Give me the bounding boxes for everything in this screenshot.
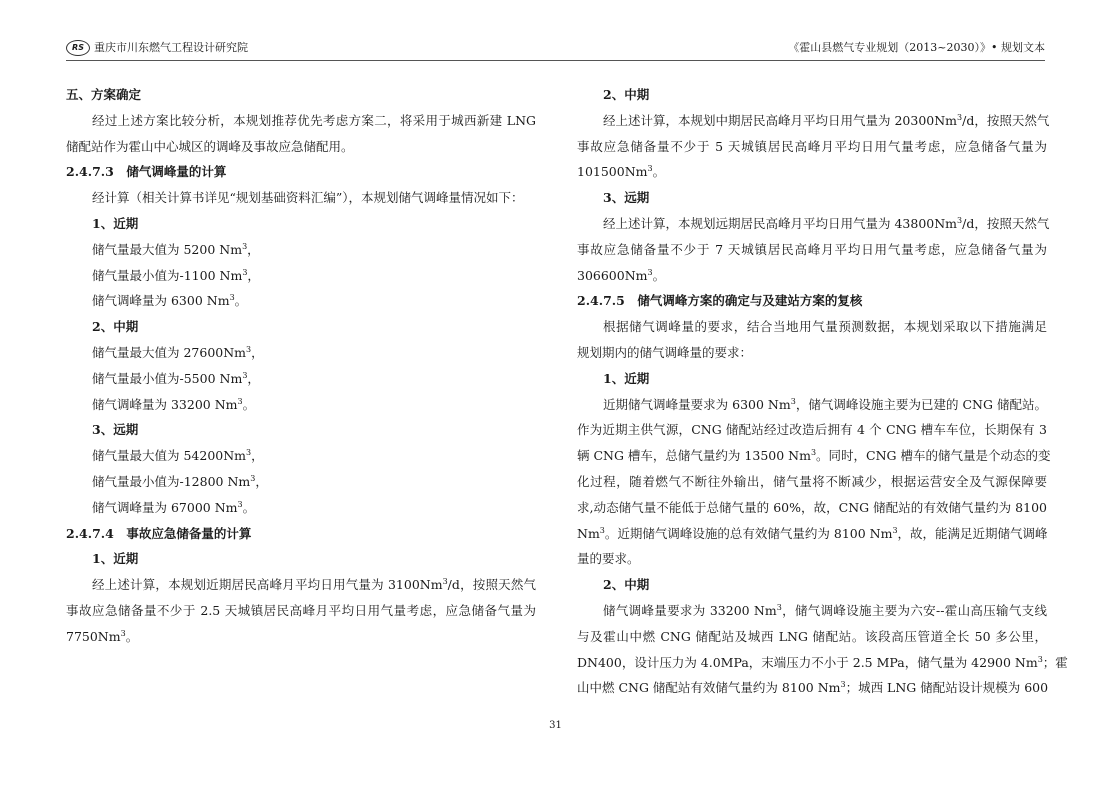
paragraph-line: 近期储气调峰量要求为 6300 Nm$^3$，储气调峰设施主要为已建的 CNG 储配站。	[603, 396, 1047, 412]
paragraph-line: 事故应急储备量不少于 7 天城镇居民高峰月平均日用气量考虑，应急储备气量为	[577, 241, 1047, 257]
page-header	[66, 38, 1045, 61]
value-line: 储气量最大值为 54200Nm$^3$，	[92, 448, 264, 464]
header-left	[66, 38, 248, 58]
subheading-mid: 2、中期	[92, 319, 139, 335]
paragraph-line: 经上述计算，本规划远期居民高峰月平均日用气量为 43800Nm$^3$/d，按照天然气	[603, 215, 1050, 231]
paragraph-line: 求,动态储气量不能低于总储气量的 60%，故，CNG 储配站的有效储气量约为 8100	[577, 499, 1047, 515]
subheading-mid: 2、中期	[603, 87, 650, 102]
paragraph-line: 量的要求。	[577, 551, 640, 567]
header-doc-title: 《霍山县燃气专业规划（2013~2030）》• 规划文本	[788, 41, 1045, 54]
paragraph-line: 储配站作为霍山中心城区的调峰及事故应急储配用。	[66, 138, 354, 154]
paragraph-line: 山中燃 CNG 储配站有效储气量约为 8100 Nm$^3$；城西 LNG 储配站设计规模为 600	[577, 680, 1049, 696]
section-heading-2473: 2.4.7.3 储气调峰量的计算	[66, 164, 227, 180]
value-line: 储气量最小值为-12800 Nm$^3$，	[92, 473, 268, 489]
paragraph-line: 经上述计算，本规划中期居民高峰月平均日用气量为 20300Nm$^3$/d，按照天然气	[603, 112, 1050, 128]
left-column	[66, 82, 536, 650]
section-heading: 五、方案确定	[66, 87, 142, 102]
paragraph-line: 经计算（相关计算书详见“规划基础资料汇编”），本规划储气调峰量情况如下：	[92, 190, 524, 206]
paragraph-line: 储气调峰量要求为 33200 Nm$^3$，储气调峰设施主要为六安--霍山高压输气支线	[603, 602, 1047, 618]
paragraph-line: 化过程，随着燃气不断往外输出，储气量将不断减少，根据运营安全及气源保障要	[577, 473, 1047, 489]
paragraph-line: 规划期内的储气调峰量的要求：	[577, 344, 753, 360]
value-line: 储气量最小值为-1100 Nm$^3$，	[92, 267, 260, 283]
paragraph-line: 辆 CNG 槽车，总储气量约为 13500 Nm$^3$。同时，CNG 槽车的储气量是个动态的变	[577, 448, 1051, 464]
paragraph-line: DN400，设计压力为 4.0MPa，末端压力不小于 2.5 MPa，储气量为 42900 Nm$^3$；霍	[577, 654, 1068, 670]
page-number: 31	[549, 720, 562, 731]
paragraph-line: 根据储气调峰量的要求，结合当地用气量预测数据，本规划采取以下措施满足	[603, 319, 1047, 335]
paragraph-line: 101500Nm$^3$。	[577, 164, 666, 180]
paragraph-line: 306600Nm$^3$。	[577, 267, 666, 283]
value-line: 储气量最大值为 5200 Nm$^3$，	[92, 241, 260, 257]
company-logo-icon: RS	[66, 40, 90, 56]
section-heading-2475: 2.4.7.5 储气调峰方案的确定与及建站方案的复核	[577, 293, 863, 309]
subheading-far: 3、远期	[92, 422, 139, 438]
value-line: 储气量最小值为-5500 Nm$^3$，	[92, 370, 260, 386]
right-column	[577, 82, 1068, 701]
paragraph-line: 经过上述方案比较分析，本规划推荐优先考虑方案二，将采用于城西新建 LNG	[92, 112, 536, 128]
paragraph-line: 经上述计算，本规划近期居民高峰月平均日用气量为 3100Nm$^3$/d，按照天然气	[92, 576, 537, 593]
section-heading-2474: 2.4.7.4 事故应急储备量的计算	[66, 525, 252, 541]
value-line: 储气量最大值为 27600Nm$^3$，	[92, 344, 264, 360]
value-line: 储气调峰量为 6300 Nm$^3$。	[92, 293, 248, 309]
paragraph-line: 与及霍山中燃 CNG 储配站及城西 LNG 储配站。该段高压管道全长 50 多公里，	[577, 628, 1047, 644]
subheading-near: 1、近期	[92, 215, 139, 231]
paragraph-line: 事故应急储备量不少于 5 天城镇居民高峰月平均日用气量考虑，应急储备气量为	[577, 138, 1047, 154]
paragraph-line: 作为近期主供气源，CNG 储配站经过改造后拥有 4 个 CNG 槽车车位，长期保有 3	[577, 422, 1047, 438]
value-line: 储气调峰量为 33200 Nm$^3$。	[92, 396, 256, 412]
subheading-far: 3、远期	[603, 190, 650, 206]
subheading-near: 1、近期	[603, 370, 650, 386]
paragraph-line: 事故应急储备量不少于 2.5 天城镇居民高峰月平均日用气量考虑，应急储备气量为	[66, 602, 536, 618]
subheading-mid: 2、中期	[603, 577, 650, 593]
paragraph-line: Nm$^3$。近期储气调峰设施的总有效储气量约为 8100 Nm$^3$，故，能满足近期储气调峰	[577, 525, 1048, 541]
subheading-near: 1、近期	[92, 551, 139, 567]
header-org: 重庆市川东燃气工程设计研究院	[94, 41, 248, 54]
paragraph-line: 7750Nm$^3$。	[66, 628, 139, 644]
value-line: 储气调峰量为 67000 Nm$^3$。	[92, 499, 256, 515]
